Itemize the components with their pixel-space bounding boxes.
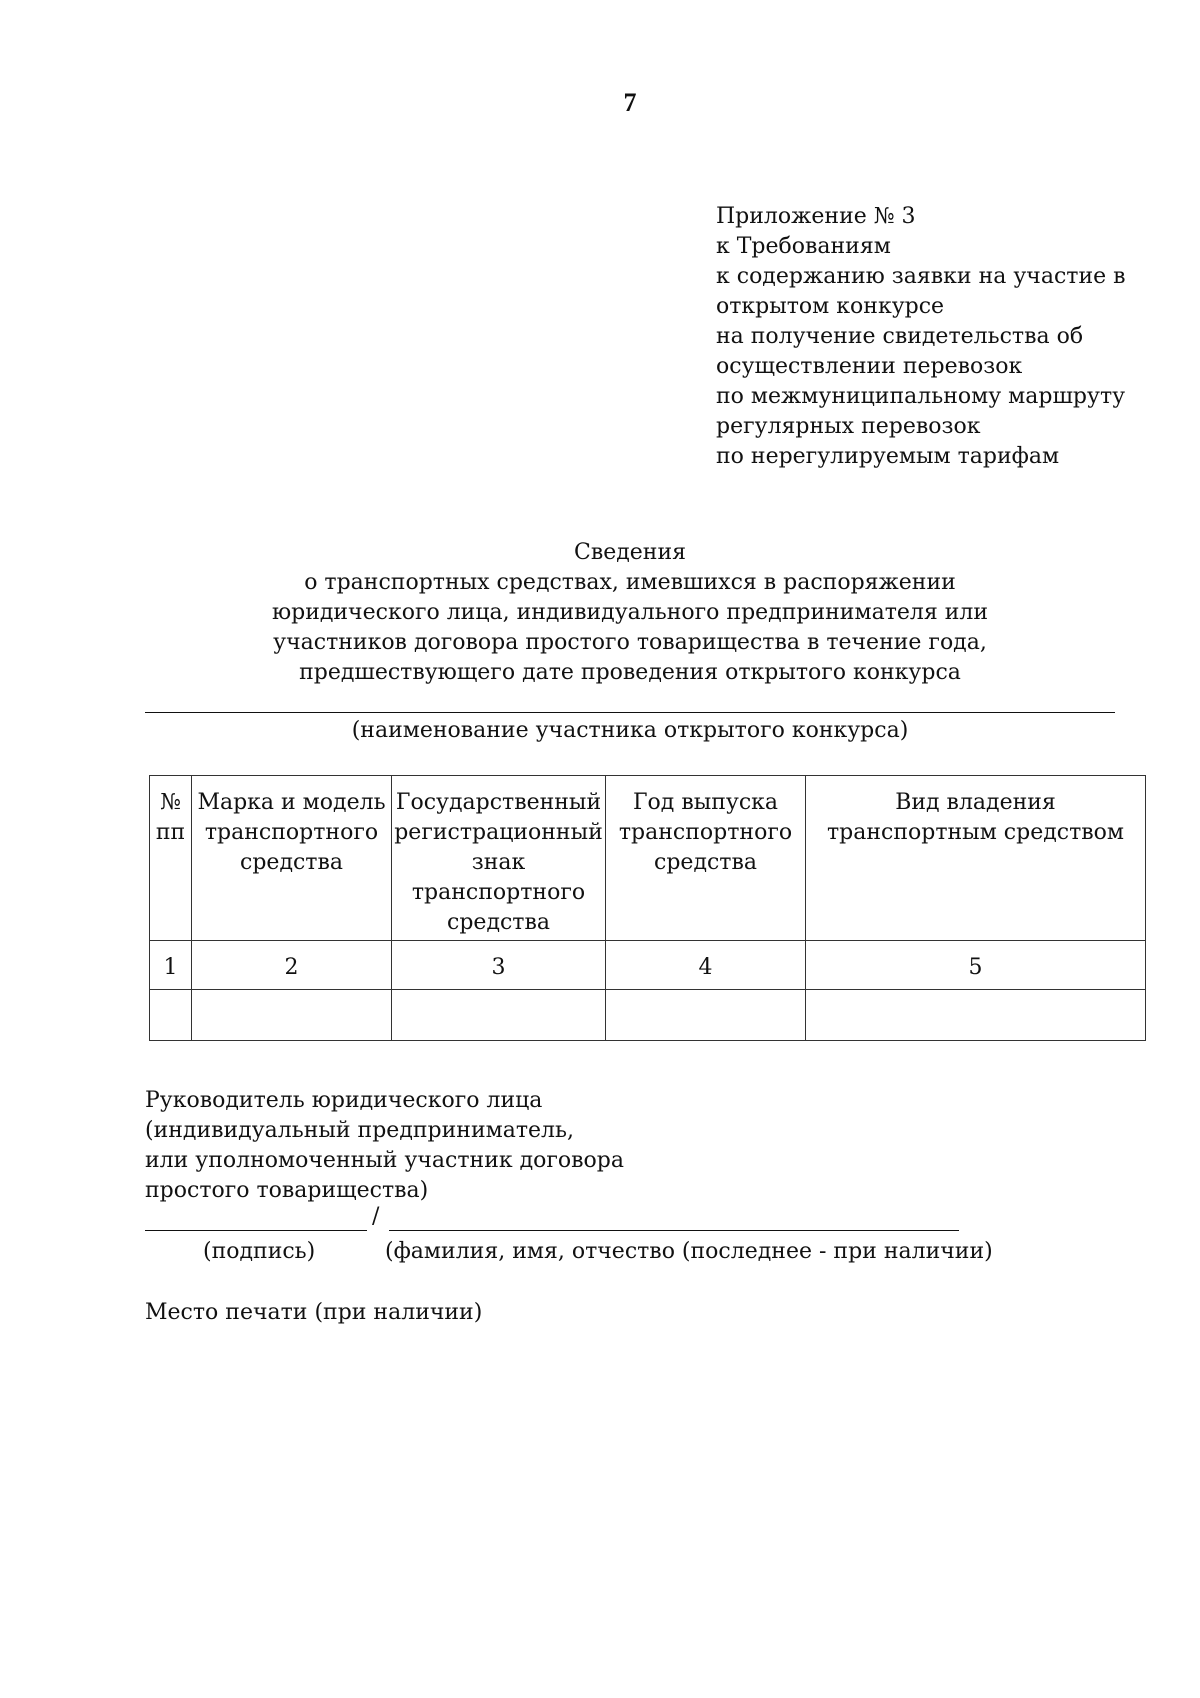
- appendix-line: на получение свидетельства об: [716, 324, 1084, 349]
- table-number-row: [150, 941, 1146, 990]
- appendix-line: к Требованиям: [716, 234, 891, 259]
- appendix-line: к содержанию заявки на участие в: [716, 264, 1126, 289]
- table-cell: [192, 990, 392, 1041]
- appendix-line: по нерегулируемым тарифам: [716, 444, 1060, 469]
- table-header-row: [150, 776, 1146, 941]
- title-line: участников договора простого товарищества в течение года,: [273, 630, 987, 655]
- signatory-line: (индивидуальный предприниматель,: [145, 1118, 574, 1143]
- vehicles-table: [149, 775, 1146, 1041]
- header-make-model: Марка и модель транспортного средства: [192, 776, 392, 941]
- signatory-line: или уполномоченный участник договора: [145, 1148, 625, 1173]
- table-row: [150, 990, 1146, 1041]
- header-number: № пп: [150, 776, 192, 941]
- table-cell: [806, 990, 1146, 1041]
- participant-name-caption: (наименование участника открытого конкурса): [351, 718, 909, 743]
- signature-lines: [145, 1204, 965, 1234]
- column-number: 3: [392, 941, 606, 990]
- appendix-line: осуществлении перевозок: [716, 354, 1023, 379]
- appendix-line: по межмуниципальному маршруту: [716, 384, 1126, 409]
- signature-line: [145, 1230, 367, 1231]
- column-number: 5: [806, 941, 1146, 990]
- column-number: 1: [150, 941, 192, 990]
- signatory-line: простого товарищества): [145, 1178, 429, 1203]
- stamp-place-label: Место печати (при наличии): [145, 1300, 483, 1325]
- table-cell: [150, 990, 192, 1041]
- header-registration-plate: Государственный регистрационный знак транспортного средства: [392, 776, 606, 941]
- column-number: 4: [606, 941, 806, 990]
- signature-caption: (подпись): [203, 1239, 316, 1264]
- title-line: Сведения: [573, 540, 686, 565]
- signatory-line: Руководитель юридического лица: [145, 1088, 543, 1113]
- title-line: предшествующего дате проведения открытого конкурса: [299, 660, 961, 685]
- page-number: 7: [623, 88, 637, 117]
- full-name-line: [389, 1230, 959, 1231]
- appendix-line: открытом конкурсе: [716, 294, 945, 319]
- title-line: юридического лица, индивидуального предпринимателя или: [271, 600, 989, 625]
- full-name-caption: (фамилия, имя, отчество (последнее - при наличии): [385, 1239, 993, 1264]
- header-ownership-type: Вид владения транспортным средством: [806, 776, 1146, 941]
- table-cell: [606, 990, 806, 1041]
- header-year: Год выпуска транспортного средства: [606, 776, 806, 941]
- signature-slash: /: [372, 1204, 380, 1229]
- title-line: о транспортных средствах, имевшихся в распоряжении: [304, 570, 956, 595]
- signatory-block: [145, 1086, 624, 1206]
- document-title: [200, 538, 1060, 688]
- appendix-header: [716, 202, 1176, 472]
- appendix-line: регулярных перевозок: [716, 414, 981, 439]
- appendix-line: Приложение № 3: [716, 204, 916, 229]
- table-cell: [392, 990, 606, 1041]
- column-number: 2: [192, 941, 392, 990]
- participant-name-line: [145, 712, 1115, 713]
